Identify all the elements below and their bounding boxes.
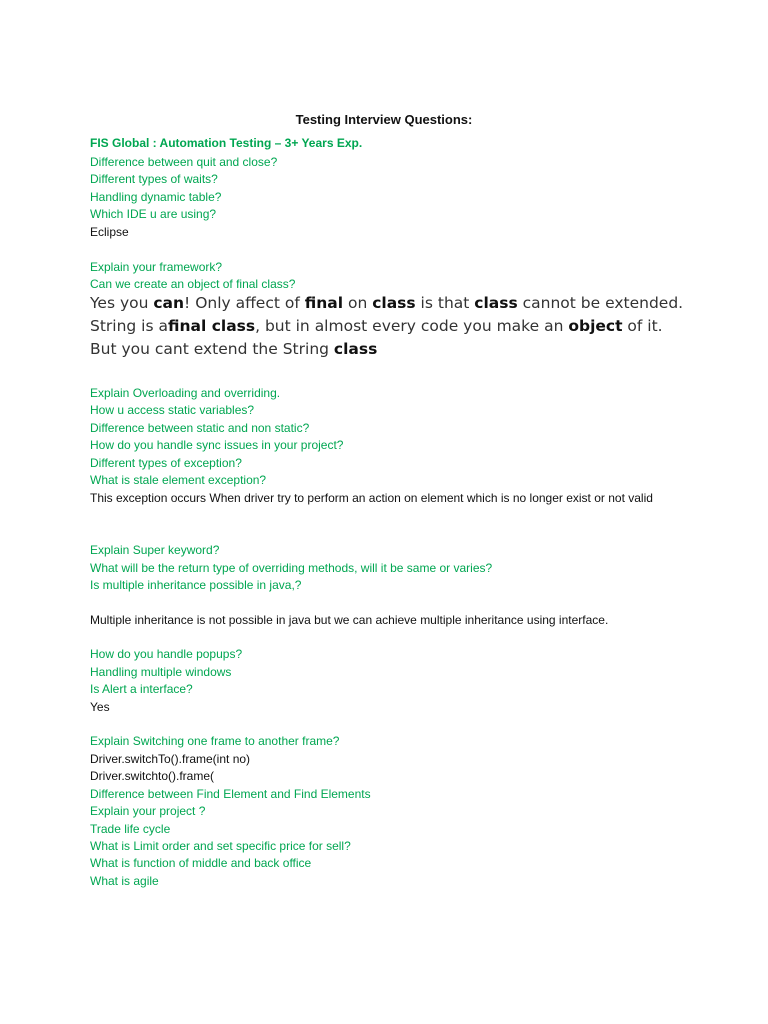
question: Handling dynamic table? bbox=[90, 190, 222, 204]
answer-stale-element: This exception occurs When driver try to perform an action on element which is no longer exist or not valid bbox=[90, 491, 653, 505]
question: Difference between static and non static? bbox=[90, 421, 310, 435]
question: Explain Overloading and overriding. bbox=[90, 386, 281, 400]
question: Different types of waits? bbox=[90, 172, 218, 186]
question: Difference between Find Element and Find Elements bbox=[90, 787, 371, 801]
question: Is Alert a interface? bbox=[90, 682, 193, 696]
answer-frame-code: Driver.switchto().frame( bbox=[90, 769, 215, 783]
question: What will be the return type of overriding methods, will it be same or varies? bbox=[90, 561, 493, 575]
question: Explain Switching one frame to another frame? bbox=[90, 734, 340, 748]
answer-final-class: Yes you can! Only affect of final on class is that class cannot be extended. String is afinal class, but in almost every code you make an object of it. But you cant extend the String class bbox=[90, 294, 684, 358]
question: What is Limit order and set specific price for sell? bbox=[90, 839, 351, 853]
question: What is stale element exception? bbox=[90, 473, 267, 487]
question: Can we create an object of final class? bbox=[90, 277, 296, 291]
question: What is function of middle and back office bbox=[90, 856, 312, 870]
question: How do you handle popups? bbox=[90, 647, 243, 661]
question: Different types of exception? bbox=[90, 456, 242, 470]
question: Explain Super keyword? bbox=[90, 543, 220, 557]
answer-ide: Eclipse bbox=[90, 225, 129, 239]
question: Handling multiple windows bbox=[90, 665, 232, 679]
question: Explain your framework? bbox=[90, 260, 223, 274]
question: How u access static variables? bbox=[90, 403, 255, 417]
question: Explain your project ? bbox=[90, 804, 206, 818]
question: Which IDE u are using? bbox=[90, 207, 217, 221]
question: Trade life cycle bbox=[90, 822, 171, 836]
question: How do you handle sync issues in your project? bbox=[90, 438, 344, 452]
company-heading: FIS Global : Automation Testing – 3+ Years Exp. bbox=[90, 136, 363, 150]
document-title: Testing Interview Questions: bbox=[295, 112, 473, 127]
answer-frame-code: Driver.switchTo().frame(int no) bbox=[90, 752, 251, 766]
answer-alert: Yes bbox=[90, 700, 110, 714]
question: Is multiple inheritance possible in java,? bbox=[90, 578, 302, 592]
question: Difference between quit and close? bbox=[90, 155, 278, 169]
answer-inheritance: Multiple inheritance is not possible in java but we can achieve multiple inheritance using interface. bbox=[90, 613, 609, 627]
question: What is agile bbox=[90, 874, 159, 888]
